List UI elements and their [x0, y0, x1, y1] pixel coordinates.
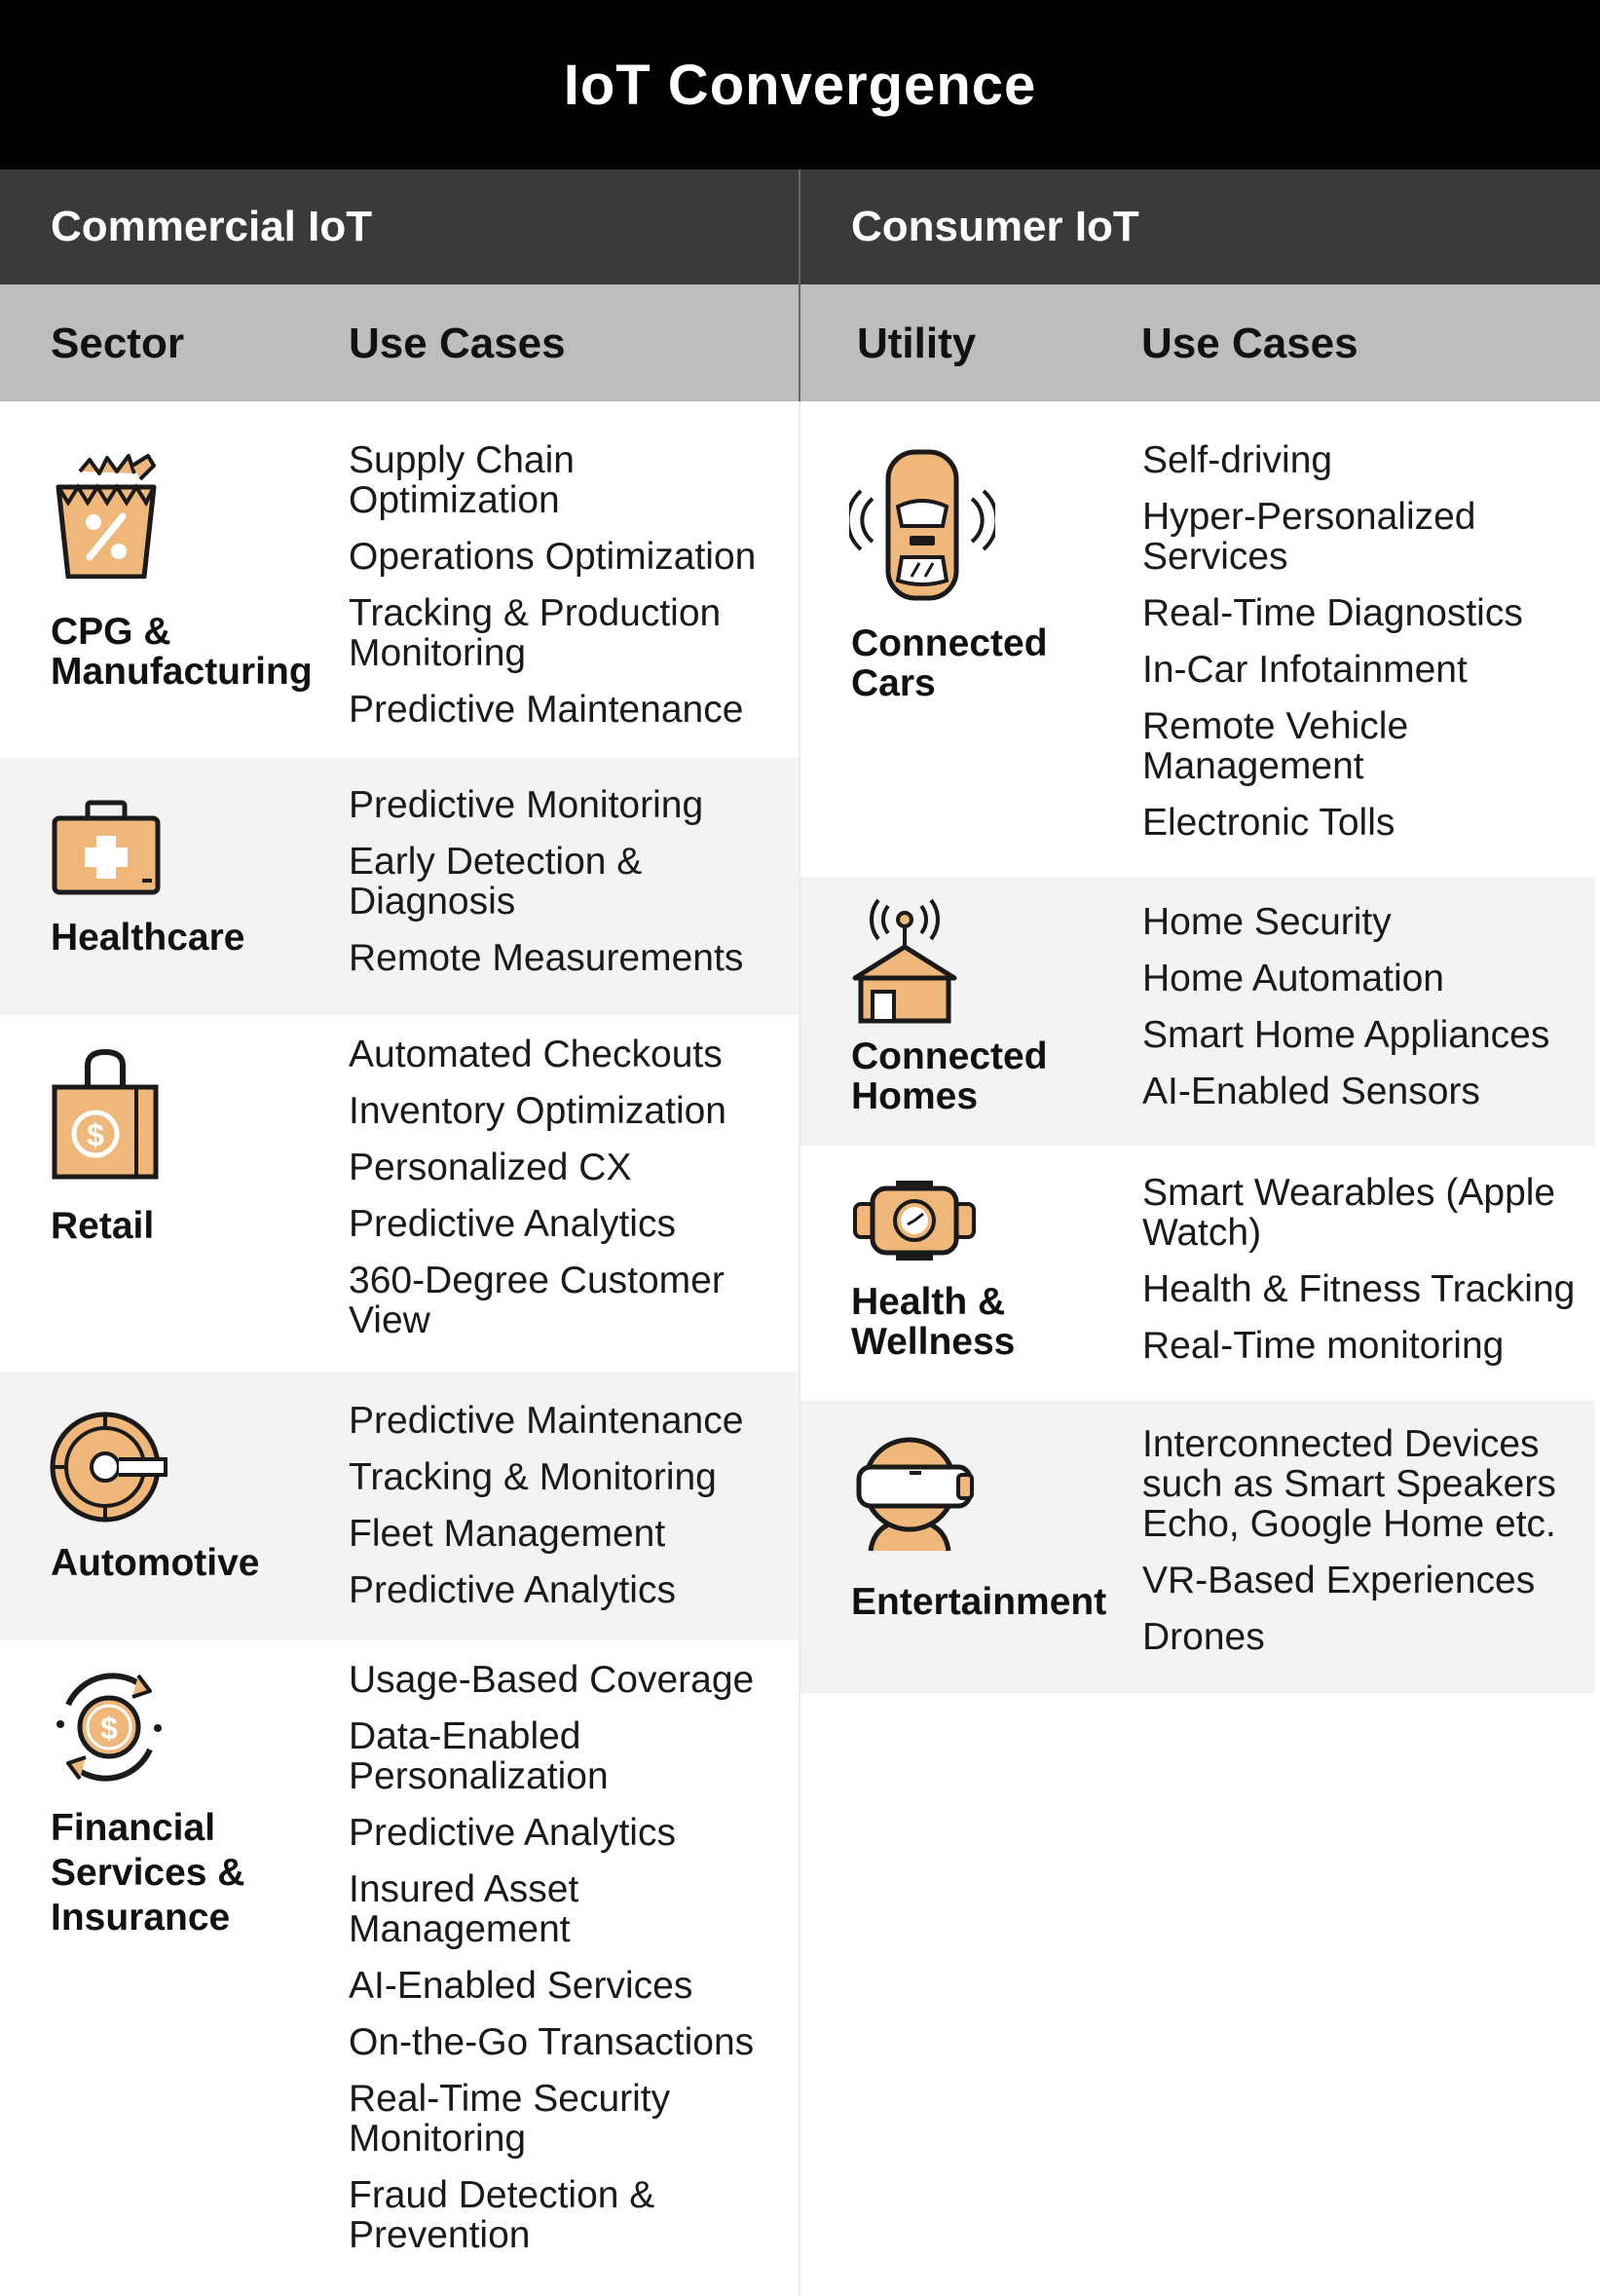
- use-case-item: Predictive Analytics: [349, 1203, 676, 1245]
- use-case-list: [349, 1035, 777, 1357]
- sector-column-label: Sector: [51, 320, 184, 367]
- consumer-use-cases-column-label: Use Cases: [1141, 320, 1358, 367]
- commercial-use-cases-column-label: Use Cases: [349, 320, 566, 367]
- use-case-item: Real-Time monitoring: [1142, 1325, 1505, 1367]
- use-case-item: Automated Checkouts: [349, 1034, 723, 1075]
- connected-car-icon: [849, 448, 995, 604]
- use-case-item: Usage-Based Coverage: [349, 1659, 755, 1701]
- sector-row-automotive: [0, 1372, 799, 1640]
- smart-home-icon: [851, 898, 958, 1025]
- first-aid-kit-icon: [51, 799, 163, 896]
- use-case-item: Predictive Maintenance: [349, 689, 744, 731]
- consumer-iot-heading: Consumer IoT: [800, 169, 1600, 284]
- utility-name: Connected Cars: [851, 622, 1048, 704]
- shopping-bag-dollar-icon: [51, 1048, 163, 1183]
- utility-name: Connected Homes: [851, 1035, 1048, 1117]
- use-case-list: [349, 440, 777, 746]
- use-case-item: Inventory Optimization: [349, 1090, 727, 1132]
- sector-row-healthcare: [0, 758, 799, 1015]
- use-case-list: [1142, 1424, 1595, 1674]
- use-case-item: Drones: [1142, 1616, 1265, 1658]
- use-case-item: Predictive Maintenance: [349, 1400, 744, 1442]
- use-case-item: Predictive Monitoring: [349, 784, 704, 826]
- sector-row-retail: [0, 1015, 799, 1372]
- use-case-item: Health & Fitness Tracking: [1142, 1268, 1576, 1310]
- sector-name: Retail: [51, 1205, 155, 1247]
- sector-name: CPG & Manufacturing: [51, 611, 313, 693]
- use-case-item: Home Automation: [1142, 958, 1445, 999]
- use-case-list: [1142, 440, 1590, 859]
- sector-row-financial-services-insurance: [0, 1640, 799, 2296]
- use-case-item: Hyper-Personalized Services: [1142, 496, 1476, 578]
- svg-text:$: $: [87, 1117, 104, 1152]
- utility-row-health-wellness: [800, 1146, 1595, 1401]
- use-case-item: AI-Enabled Sensors: [1142, 1071, 1480, 1112]
- use-case-item: Fleet Management: [349, 1513, 666, 1555]
- use-case-list: [1142, 902, 1590, 1128]
- use-case-item: Smart Wearables (Apple Watch): [1142, 1172, 1556, 1254]
- use-case-item: Operations Optimization: [349, 536, 757, 578]
- utility-row-entertainment: [800, 1401, 1595, 1693]
- utility-row-connected-homes: [800, 877, 1595, 1146]
- use-case-item: Interconnected Devices such as Smart Speakers Echo, Google Home etc.: [1142, 1423, 1556, 1545]
- use-case-item: Real-Time Security Monitoring: [349, 2078, 671, 2160]
- use-case-item: Insured Asset Management: [349, 1868, 579, 1950]
- sector-row-cpg-manufacturing: [0, 401, 799, 758]
- use-case-list: [1142, 1173, 1600, 1382]
- use-case-item: Tracking & Monitoring: [349, 1456, 717, 1498]
- utility-name: Entertainment: [851, 1581, 1107, 1623]
- utility-column-label: Utility: [857, 320, 977, 367]
- use-case-item: Smart Home Appliances: [1142, 1014, 1550, 1056]
- sector-name: Financial Services & Insurance: [51, 1807, 245, 1938]
- use-case-item: Predictive Analytics: [349, 1569, 676, 1611]
- shopping-bag-percent-icon: [51, 452, 163, 579]
- use-case-item: Electronic Tolls: [1142, 802, 1395, 844]
- use-case-item: Tracking & Production Monitoring: [349, 592, 722, 674]
- use-case-list: [349, 1401, 777, 1627]
- commercial-column-header: [0, 284, 799, 401]
- use-case-item: Early Detection & Diagnosis: [349, 841, 643, 922]
- consumer-column-header: [800, 284, 1600, 401]
- sector-name: Healthcare: [51, 917, 245, 959]
- use-case-item: Self-driving: [1142, 439, 1333, 481]
- use-case-list: [349, 785, 777, 995]
- use-case-item: Home Security: [1142, 901, 1392, 943]
- use-case-item: 360-Degree Customer View: [349, 1260, 725, 1341]
- steering-wheel-icon: [49, 1407, 169, 1527]
- use-case-item: Real-Time Diagnostics: [1142, 592, 1523, 634]
- use-case-item: Personalized CX: [349, 1147, 632, 1188]
- use-case-item: Supply Chain Optimization: [349, 439, 575, 521]
- smartwatch-icon: [851, 1179, 978, 1262]
- use-case-item: Remote Measurements: [349, 937, 744, 979]
- vr-headset-icon: [851, 1434, 978, 1555]
- use-case-item: In-Car Infotainment: [1142, 649, 1468, 691]
- use-case-item: Remote Vehicle Management: [1142, 705, 1409, 787]
- use-case-item: Predictive Analytics: [349, 1812, 676, 1854]
- use-case-list: [349, 1660, 777, 2272]
- use-case-item: Fraud Detection & Prevention: [349, 2174, 655, 2256]
- page-title: IoT Convergence: [0, 0, 1600, 169]
- use-case-item: On-the-Go Transactions: [349, 2021, 755, 2063]
- commercial-iot-heading: Commercial IoT: [0, 169, 799, 284]
- utility-name: Health & Wellness: [851, 1281, 1016, 1363]
- svg-text:$: $: [100, 1711, 118, 1746]
- dollar-coin-cycle-icon: [49, 1666, 169, 1788]
- utility-row-connected-cars: [800, 401, 1595, 877]
- use-case-item: VR-Based Experiences: [1142, 1560, 1536, 1601]
- use-case-item: Data-Enabled Personalization: [349, 1715, 609, 1797]
- use-case-item: AI-Enabled Services: [349, 1965, 693, 2007]
- sector-name: Automotive: [51, 1542, 260, 1584]
